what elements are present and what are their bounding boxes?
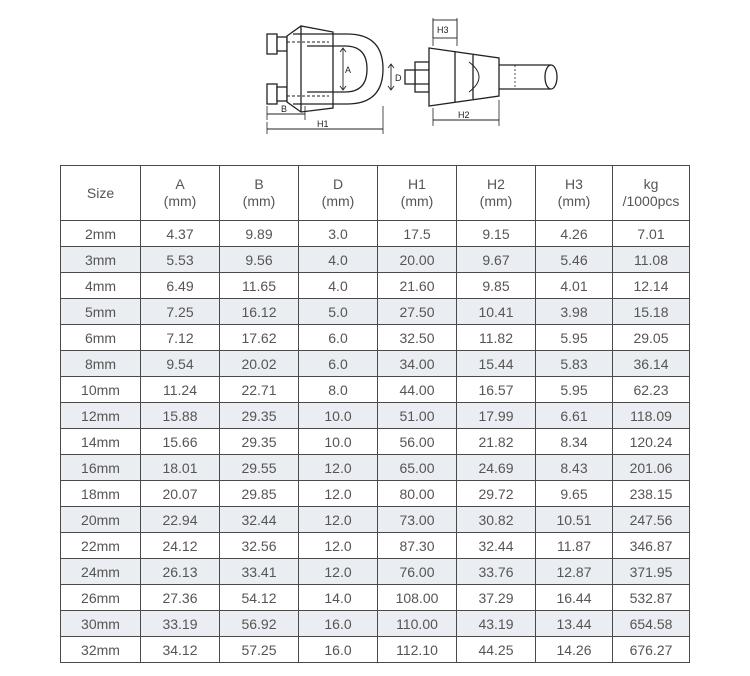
value-cell: 11.65 xyxy=(220,273,299,299)
label-d: D xyxy=(395,73,402,83)
value-cell: 32.50 xyxy=(378,325,457,351)
value-cell: 112.10 xyxy=(378,637,457,663)
value-cell: 16.12 xyxy=(220,299,299,325)
value-cell: 24.69 xyxy=(457,455,536,481)
value-cell: 29.05 xyxy=(613,325,690,351)
value-cell: 4.26 xyxy=(536,221,613,247)
value-cell: 6.0 xyxy=(299,351,378,377)
value-cell: 21.60 xyxy=(378,273,457,299)
value-cell: 16.0 xyxy=(299,637,378,663)
value-cell: 654.58 xyxy=(613,611,690,637)
value-cell: 11.82 xyxy=(457,325,536,351)
value-cell: 6.61 xyxy=(536,403,613,429)
value-cell: 371.95 xyxy=(613,559,690,585)
column-header xyxy=(613,166,690,221)
value-cell: 33.19 xyxy=(141,611,220,637)
table-row xyxy=(61,559,690,585)
label-h3: H3 xyxy=(437,25,449,35)
value-cell: 5.0 xyxy=(299,299,378,325)
column-header xyxy=(141,166,220,221)
column-header-label: A xyxy=(175,176,185,192)
value-cell: 3.0 xyxy=(299,221,378,247)
column-header-label: Size xyxy=(86,184,115,201)
value-cell: 10.51 xyxy=(536,507,613,533)
value-cell: 34.00 xyxy=(378,351,457,377)
value-cell: 15.88 xyxy=(141,403,220,429)
value-cell: 110.00 xyxy=(378,611,457,637)
value-cell: 17.99 xyxy=(457,403,536,429)
value-cell: 29.72 xyxy=(457,481,536,507)
value-cell: 7.12 xyxy=(141,325,220,351)
value-cell: 12.0 xyxy=(299,455,378,481)
size-cell: 20mm xyxy=(61,507,141,533)
value-cell: 201.06 xyxy=(613,455,690,481)
table-row xyxy=(61,377,690,403)
value-cell: 11.87 xyxy=(536,533,613,559)
value-cell: 8.34 xyxy=(536,429,613,455)
value-cell: 12.0 xyxy=(299,533,378,559)
value-cell: 8.43 xyxy=(536,455,613,481)
value-cell: 26.13 xyxy=(141,559,220,585)
column-header-unit: (mm) xyxy=(400,193,434,209)
size-cell: 14mm xyxy=(61,429,141,455)
column-header-label: B xyxy=(254,176,264,192)
value-cell: 7.25 xyxy=(141,299,220,325)
column-header xyxy=(536,166,613,221)
value-cell: 11.08 xyxy=(613,247,690,273)
value-cell: 12.14 xyxy=(613,273,690,299)
size-cell: 18mm xyxy=(61,481,141,507)
table-row xyxy=(61,611,690,637)
size-cell: 2mm xyxy=(61,221,141,247)
value-cell: 36.14 xyxy=(613,351,690,377)
value-cell: 12.0 xyxy=(299,559,378,585)
value-cell: 16.0 xyxy=(299,611,378,637)
table-row xyxy=(61,507,690,533)
column-header xyxy=(61,166,141,221)
column-header-label: D xyxy=(332,176,344,192)
value-cell: 9.67 xyxy=(457,247,536,273)
clip-front-view xyxy=(267,26,383,134)
value-cell: 76.00 xyxy=(378,559,457,585)
table-row xyxy=(61,325,690,351)
table-row xyxy=(61,273,690,299)
column-header xyxy=(220,166,299,221)
table-row xyxy=(61,481,690,507)
label-h1: H1 xyxy=(317,119,329,129)
table-row xyxy=(61,455,690,481)
column-header-unit: (mm) xyxy=(321,193,355,209)
size-cell: 26mm xyxy=(61,585,141,611)
label-a: A xyxy=(345,65,352,75)
value-cell: 18.01 xyxy=(141,455,220,481)
value-cell: 37.29 xyxy=(457,585,536,611)
table-row xyxy=(61,247,690,273)
table-row xyxy=(61,429,690,455)
value-cell: 29.35 xyxy=(220,429,299,455)
size-cell: 16mm xyxy=(61,455,141,481)
value-cell: 9.56 xyxy=(220,247,299,273)
value-cell: 14.26 xyxy=(536,637,613,663)
value-cell: 120.24 xyxy=(613,429,690,455)
value-cell: 7.01 xyxy=(613,221,690,247)
value-cell: 12.0 xyxy=(299,481,378,507)
value-cell: 20.07 xyxy=(141,481,220,507)
size-cell: 5mm xyxy=(61,299,141,325)
value-cell: 56.00 xyxy=(378,429,457,455)
column-header-label: H2 xyxy=(487,176,505,192)
value-cell: 4.0 xyxy=(299,247,378,273)
value-cell: 13.44 xyxy=(536,611,613,637)
table-row xyxy=(61,533,690,559)
value-cell: 9.65 xyxy=(536,481,613,507)
column-header-label: H1 xyxy=(408,176,426,192)
value-cell: 54.12 xyxy=(220,585,299,611)
table-row xyxy=(61,585,690,611)
value-cell: 5.95 xyxy=(536,325,613,351)
value-cell: 32.44 xyxy=(457,533,536,559)
value-cell: 5.83 xyxy=(536,351,613,377)
table-row xyxy=(61,221,690,247)
size-cell: 12mm xyxy=(61,403,141,429)
value-cell: 9.85 xyxy=(457,273,536,299)
value-cell: 10.0 xyxy=(299,403,378,429)
size-cell: 8mm xyxy=(61,351,141,377)
value-cell: 43.19 xyxy=(457,611,536,637)
value-cell: 6.0 xyxy=(299,325,378,351)
value-cell: 12.87 xyxy=(536,559,613,585)
column-header xyxy=(378,166,457,221)
value-cell: 108.00 xyxy=(378,585,457,611)
value-cell: 21.82 xyxy=(457,429,536,455)
value-cell: 44.25 xyxy=(457,637,536,663)
value-cell: 10.41 xyxy=(457,299,536,325)
value-cell: 33.76 xyxy=(457,559,536,585)
specification-table xyxy=(60,165,690,663)
value-cell: 44.00 xyxy=(378,377,457,403)
value-cell: 65.00 xyxy=(378,455,457,481)
value-cell: 32.44 xyxy=(220,507,299,533)
column-header-unit: (mm) xyxy=(557,193,591,209)
value-cell: 5.46 xyxy=(536,247,613,273)
table-body xyxy=(61,221,690,663)
value-cell: 15.66 xyxy=(141,429,220,455)
value-cell: 73.00 xyxy=(378,507,457,533)
column-header-label: H3 xyxy=(565,176,583,192)
value-cell: 20.02 xyxy=(220,351,299,377)
value-cell: 24.12 xyxy=(141,533,220,559)
value-cell: 62.23 xyxy=(613,377,690,403)
label-h2: H2 xyxy=(458,110,470,120)
value-cell: 56.92 xyxy=(220,611,299,637)
value-cell: 15.44 xyxy=(457,351,536,377)
size-cell: 6mm xyxy=(61,325,141,351)
value-cell: 51.00 xyxy=(378,403,457,429)
value-cell: 532.87 xyxy=(613,585,690,611)
header-row xyxy=(61,166,690,221)
size-cell: 24mm xyxy=(61,559,141,585)
value-cell: 11.24 xyxy=(141,377,220,403)
size-cell: 4mm xyxy=(61,273,141,299)
value-cell: 16.57 xyxy=(457,377,536,403)
table-row xyxy=(61,637,690,663)
value-cell: 9.89 xyxy=(220,221,299,247)
value-cell: 238.15 xyxy=(613,481,690,507)
value-cell: 30.82 xyxy=(457,507,536,533)
value-cell: 80.00 xyxy=(378,481,457,507)
column-header-unit: (mm) xyxy=(163,193,197,209)
column-header-label: kg xyxy=(643,176,659,192)
size-cell: 3mm xyxy=(61,247,141,273)
value-cell: 15.18 xyxy=(613,299,690,325)
table-row xyxy=(61,351,690,377)
value-cell: 346.87 xyxy=(613,533,690,559)
value-cell: 247.56 xyxy=(613,507,690,533)
value-cell: 10.0 xyxy=(299,429,378,455)
value-cell: 4.37 xyxy=(141,221,220,247)
value-cell: 34.12 xyxy=(141,637,220,663)
value-cell: 32.56 xyxy=(220,533,299,559)
value-cell: 118.09 xyxy=(613,403,690,429)
column-header xyxy=(457,166,536,221)
value-cell: 57.25 xyxy=(220,637,299,663)
column-header-unit: (mm) xyxy=(242,193,276,209)
clip-side-view xyxy=(388,18,557,126)
value-cell: 4.0 xyxy=(299,273,378,299)
value-cell: 9.15 xyxy=(457,221,536,247)
value-cell: 12.0 xyxy=(299,507,378,533)
size-cell: 32mm xyxy=(61,637,141,663)
value-cell: 16.44 xyxy=(536,585,613,611)
value-cell: 14.0 xyxy=(299,585,378,611)
table-row xyxy=(61,403,690,429)
value-cell: 9.54 xyxy=(141,351,220,377)
value-cell: 22.94 xyxy=(141,507,220,533)
value-cell: 5.95 xyxy=(536,377,613,403)
column-header-unit: /1000pcs xyxy=(622,193,680,209)
value-cell: 8.0 xyxy=(299,377,378,403)
value-cell: 5.53 xyxy=(141,247,220,273)
table-row xyxy=(61,299,690,325)
value-cell: 17.62 xyxy=(220,325,299,351)
size-cell: 30mm xyxy=(61,611,141,637)
size-cell: 10mm xyxy=(61,377,141,403)
value-cell: 20.00 xyxy=(378,247,457,273)
value-cell: 29.85 xyxy=(220,481,299,507)
value-cell: 4.01 xyxy=(536,273,613,299)
size-cell: 22mm xyxy=(61,533,141,559)
value-cell: 6.49 xyxy=(141,273,220,299)
value-cell: 3.98 xyxy=(536,299,613,325)
value-cell: 33.41 xyxy=(220,559,299,585)
column-header xyxy=(299,166,378,221)
wire-rope-clip-diagram xyxy=(255,12,565,140)
value-cell: 22.71 xyxy=(220,377,299,403)
value-cell: 17.5 xyxy=(378,221,457,247)
value-cell: 27.50 xyxy=(378,299,457,325)
value-cell: 29.55 xyxy=(220,455,299,481)
value-cell: 27.36 xyxy=(141,585,220,611)
value-cell: 676.27 xyxy=(613,637,690,663)
label-b: B xyxy=(281,104,288,114)
column-header-unit: (mm) xyxy=(479,193,513,209)
value-cell: 87.30 xyxy=(378,533,457,559)
value-cell: 29.35 xyxy=(220,403,299,429)
